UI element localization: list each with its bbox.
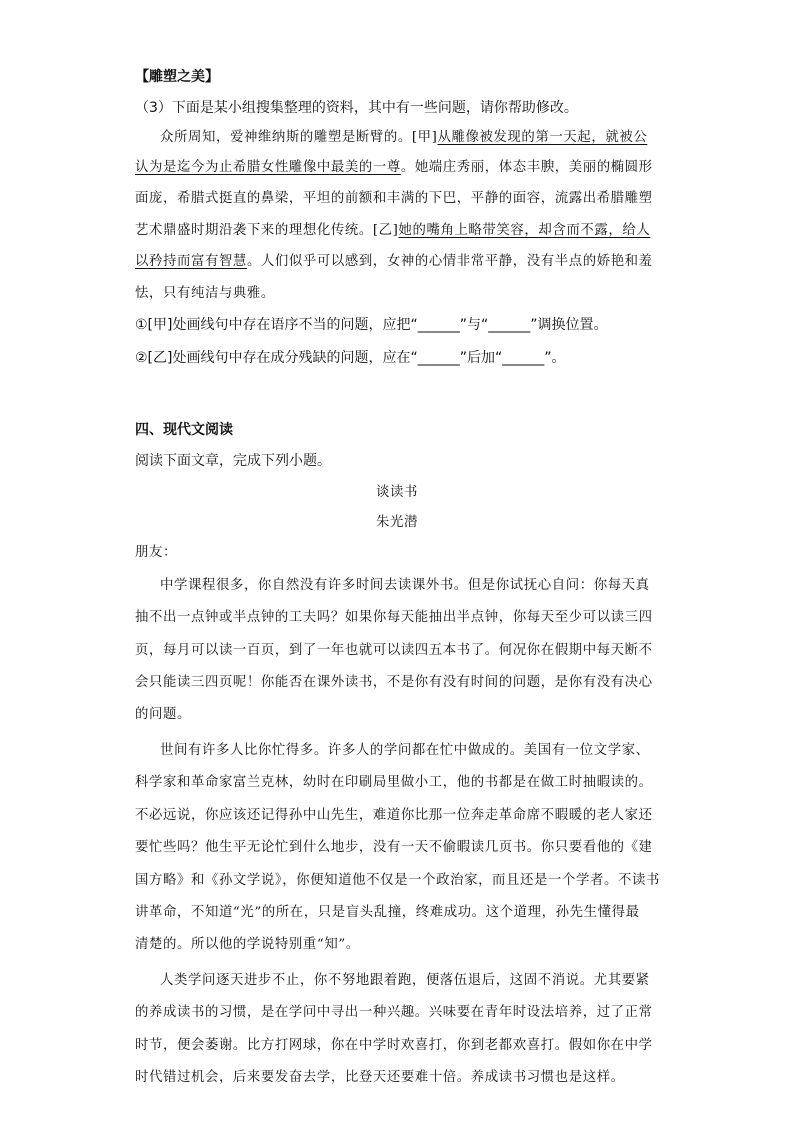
paragraph-1-line: 抽不出一点钟或半点钟的工夫吗？如果你每天能抽出半点钟，你每天至少可以读三四 [135, 610, 653, 625]
question-3: （3）下面是某小组搜集整理的资料，其中有一些问题，请你帮助修改。 [135, 100, 578, 116]
paragraph-3-line: 时节，便会萎谢。比方打网球，你在中学时欢喜打，你到老都欢喜打。假如你在中学 [135, 1038, 653, 1053]
passage-text: 艺术鼎盛时期沿袭下来的理想化传统。[乙] [135, 223, 399, 238]
paragraph-2-line: 要忙些吗？他生平无论忙到什么地步，没有一天不偷暇读几页书。你只要看他的《建 [135, 840, 653, 855]
reading-instruction: 阅读下面文章，完成下列小题。 [135, 453, 331, 469]
passage-line-3: 面庞，希腊式挺直的鼻梁，平坦的前额和丰满的下巴，平静的面容，流露出希腊雕塑 [135, 191, 653, 206]
underlined-sentence-yi: 她的嘴角上略带笑容，却含而不露，给人 [398, 223, 651, 238]
passage-line-6: 怯，只有纯洁与典雅。 [135, 286, 275, 301]
passage-line-4 [135, 221, 650, 241]
paragraph-2-line: 不必远说，你应该还记得孙中山先生，难道你比那一位奔走革命席不暇暖的老人家还 [135, 808, 653, 823]
paragraph-2-line: 讲革命，不知道“光”的所在，只是盲头乱撞，终难成功。这个道理，孙先生懂得最 [135, 905, 640, 920]
sub-question-1: ①[甲]处画线句中存在语序不当的问题，应把“______”与“______”调换位置。 [135, 317, 608, 333]
paragraph-3-line: 的养成读书的习惯，是在学问中寻出一种兴趣。兴味要在青年时设法培养，过了正常 [135, 1005, 653, 1020]
underlined-sentence-jia-cont: 认为是迄今为止希腊女性雕像中最美的一尊 [135, 160, 401, 175]
paragraph-1-line: 的问题。 [135, 707, 191, 722]
sub-question-2: ②[乙]处画线句中存在成分残缺的问题，应在“______”后加“______”。 [135, 350, 566, 366]
passage-line-2 [135, 158, 653, 178]
section-heading-sculpture: 【雕塑之美】 [135, 69, 219, 85]
paragraph-2-line: 清楚的。所以他的学说特别重“知”。 [135, 937, 360, 952]
passage-line-1 [160, 128, 647, 148]
passage-text: 。她端庄秀丽，体态丰腴，美丽的椭圆形 [400, 160, 653, 175]
paragraph-3-line: 时代错过机会，后来要发奋去学，比登天还要难十倍。养成读书习惯也是这样。 [135, 1070, 625, 1085]
paragraph-1-line: 中学课程很多，你自然没有许多时间去读课外书。但是你试抚心自问：你每天真 [160, 578, 650, 593]
underlined-sentence-yi-cont: 以矜持而富有智慧 [135, 254, 247, 269]
article-author: 朱光潜 [376, 515, 418, 530]
article-title: 谈读书 [376, 485, 418, 500]
passage-line-5 [135, 252, 653, 272]
paragraph-1-line: 页，每月可以读一百页，到了一年也就可以读四五本书了。何况你在假期中每天断不 [135, 643, 653, 658]
paragraph-1-line: 会只能读三四页呢！你能否在课外读书，不是你有没有时间的问题，是你有没有决心 [135, 675, 653, 690]
section-heading-modern-reading: 四、现代文阅读 [135, 422, 233, 438]
passage-text: 。人们似乎可以感到，女神的心情非常平静，没有半点的娇艳和羞 [246, 254, 653, 269]
paragraph-2-line: 国方略》和《孙文学说》，你便知道他不仅是一个政治家，而且还是一个学者。不读书 [135, 873, 660, 888]
paragraph-2-line: 科学家和革命家富兰克林，幼时在印刷局里做小工，他的书都是在做工时抽暇读的。 [135, 775, 653, 790]
salutation: 朋友： [135, 545, 177, 560]
passage-text: 众所周知，爱神维纳斯的雕塑是断臂的。[甲] [160, 130, 438, 145]
paragraph-2-line: 世间有许多人比你忙得多。许多人的学问都在忙中做成的。美国有一位文学家、 [160, 743, 650, 758]
paragraph-3-line: 人类学问逐天进步不止，你不努地跟着跑，便落伍退后，这固不消说。尤其要紧 [160, 973, 650, 988]
underlined-sentence-jia: 从雕像被发现的第一天起，就被公 [437, 130, 648, 145]
